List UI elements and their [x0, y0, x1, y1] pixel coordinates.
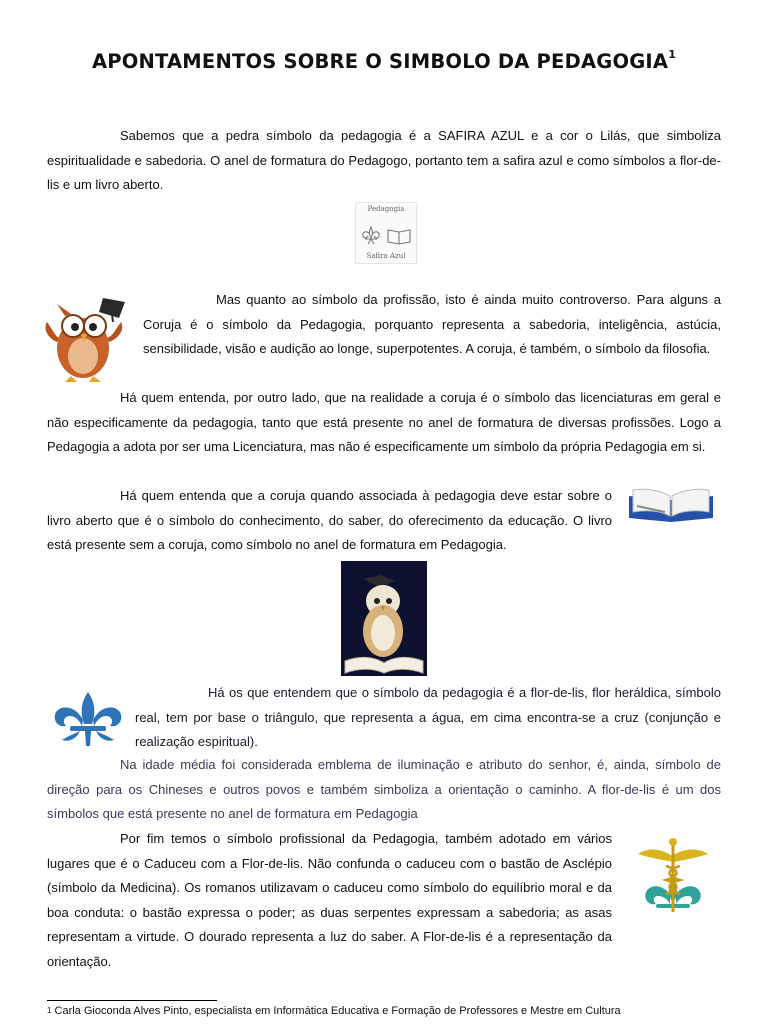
caduceus-fleur-image — [630, 836, 716, 920]
fleur-de-lis-image — [50, 690, 126, 752]
footnote-separator — [47, 1000, 217, 1001]
owl-icon — [41, 292, 133, 384]
owl-cartoon-image — [41, 292, 133, 384]
footnote — [47, 1004, 747, 1018]
open-book-image — [625, 484, 717, 524]
pedagogy-symbol-image — [355, 202, 417, 264]
paragraph-6: Na idade média foi considerada emblema de iluminação e atributo do senhor, é, ainda, símbolo de direção para os Chineses e outros povos e também simboliza a orientação o caminho. A flor-de-lis é um dos símbolos que está presente no anel de formatura em Pedagogia — [47, 757, 721, 821]
paragraph-2: Mas quanto ao símbolo da profissão, isto é ainda muito controverso. Para alguns a Coruja é o símbolo da Pedagogia, porquanto representa a sabedoria, inteligência, astúcia, sensibilidade, visão e audição ao longe, superpotentes. A coruja, é também, o símbolo da filosofia. — [143, 292, 721, 356]
fleur-de-lis-icon — [50, 690, 126, 752]
symbol-caption-bottom: Safira Azul — [366, 252, 406, 260]
paragraph-7: Por fim temos o símbolo profissional da Pedagogia, também adotado em vários lugares que é o Caduceu com a Flor-de-lis. Não confunda o caduceu com o bastão de Asclépio (símbolo da Medicina). Os romanos utilizavam o caduceu como símbolo do equilíbrio moral e da boa conduta: o bastão expressa o poder; as duas serpentes expressam a sabedoria; as asas representam a virtude. O dourado representa a luz do saber. A Flor-de-lis é a representação da orientação. — [47, 831, 612, 969]
paragraph-5: Há os que entendem que o símbolo da pedagogia é a flor-de-lis, flor heráldica, símbolo real, tem por base o triângulo, que representa a água, em cima encontra-se a cruz (conjunção e realização espiritual). — [135, 685, 721, 749]
caduceus-icon — [630, 836, 716, 920]
document-title: APONTAMENTOS SOBRE O SIMBOLO DA PEDAGOGIA$^1$ — [91, 48, 677, 73]
paragraph-1: Sabemos que a pedra símbolo da pedagogia é a SAFIRA AZUL e a cor o Lilás, que simboliza espiritualidade e sabedoria. O anel de formatura do Pedagogo, portanto tem a safira azul e como símbolos a flor-de-lis e um livro aberto. — [47, 128, 721, 192]
footnote-mark: 1 — [47, 1006, 52, 1015]
paragraph-4: Há quem entenda que a coruja quando associada à pedagogia deve estar sobre o livro aberto que é o símbolo do conhecimento, do saber, do oferecimento da educação. O livro está presente sem a coruja, como símbolo no anel de formatura em Pedagogia. — [47, 488, 612, 552]
title-footnote-mark: 1 — [668, 48, 677, 61]
symbol-caption-top: Pedagogia — [367, 205, 405, 213]
footnote-text: Carla Gioconda Alves Pinto, especialista em Informática Educativa e Formação de Professores e Mestre em Cultura — [54, 1005, 621, 1017]
open-book-icon — [625, 484, 717, 524]
owl-on-book-image — [341, 561, 427, 676]
paragraph-3: Há quem entenda, por outro lado, que na realidade a coruja é o símbolo das licenciaturas em geral e não especificamente da pedagogia, tanto que está presente no anel de formatura de diversas profissões. Logo a Pedagogia a adota por ser uma Licenciatura, mas não é especificamente um símbolo da própria Pedagogia em si. — [47, 390, 721, 454]
owl-on-book-icon — [341, 561, 427, 676]
